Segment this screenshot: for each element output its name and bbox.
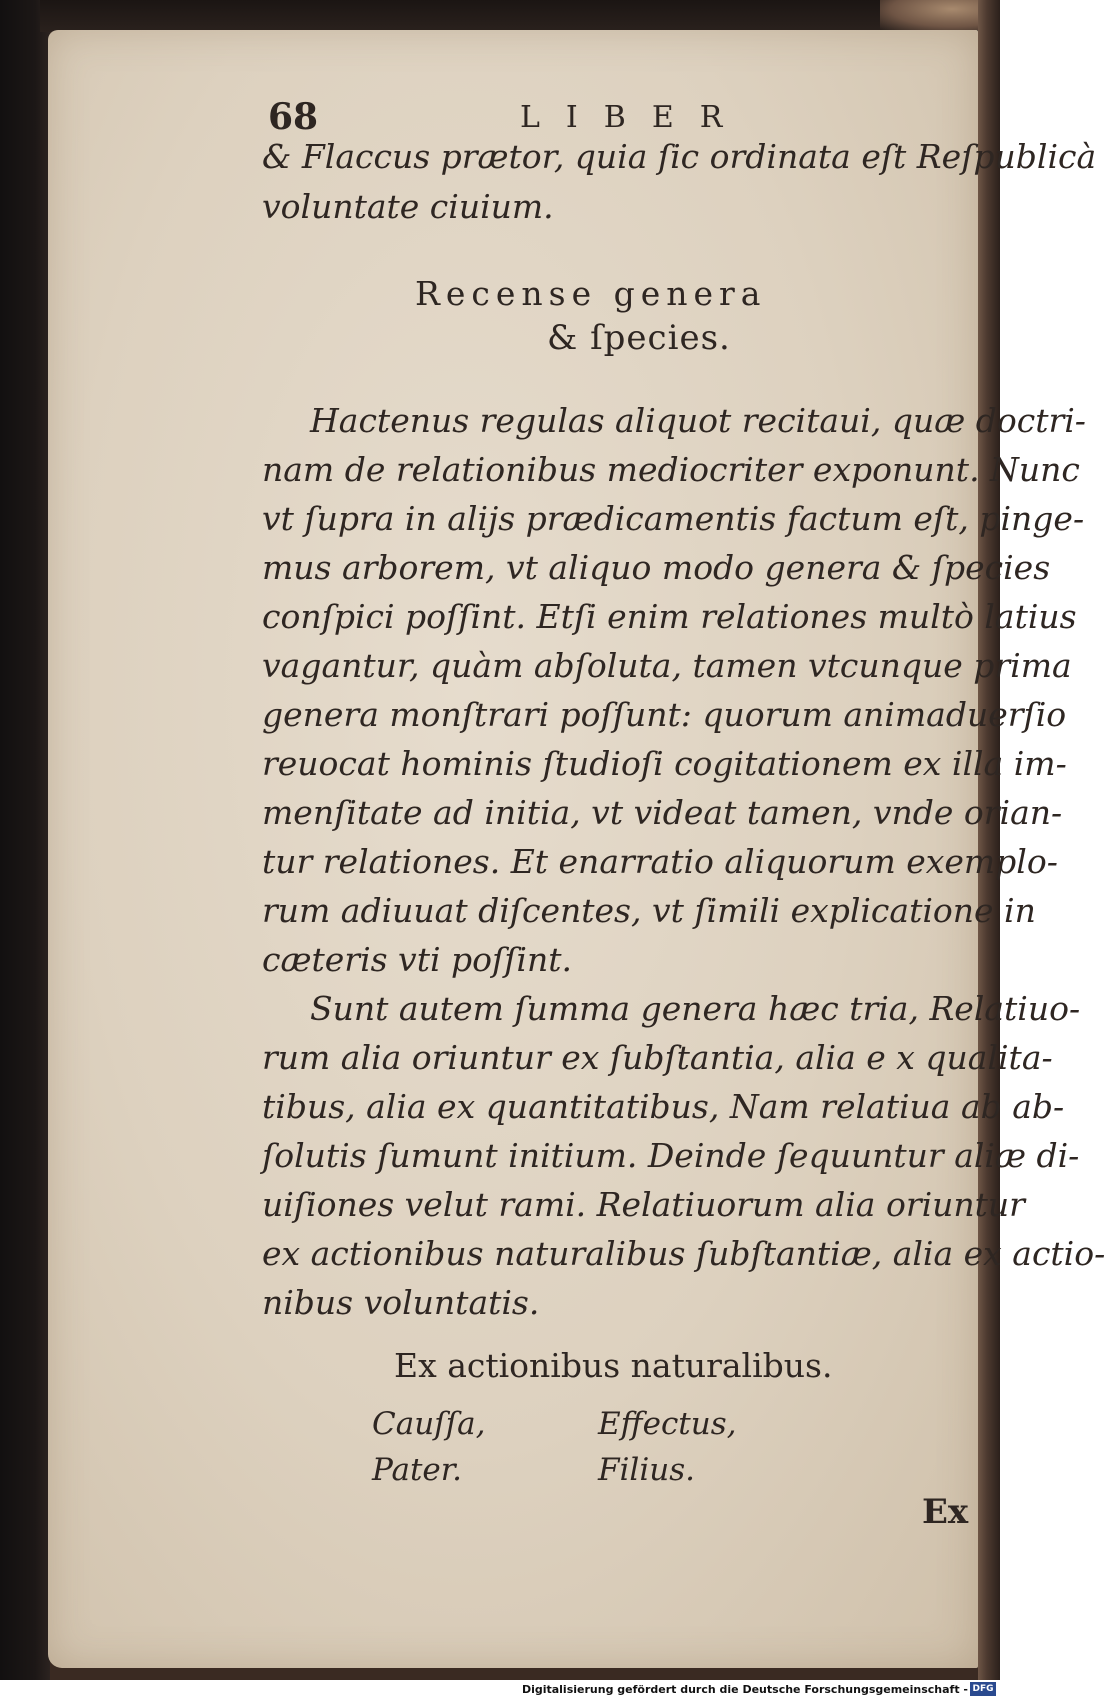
pair-right: Effectus, xyxy=(598,1406,737,1442)
pair-right: Filius. xyxy=(598,1452,695,1488)
text-line: vagantur, quàm abſoluta, tamen vtcunque prima xyxy=(262,646,1072,685)
text-line: & Flaccus prætor, quia ſic ordinata eſt Reſpublicà xyxy=(262,137,1097,176)
text-line: rum alia oriuntur ex ſubſtantia, alia e x qualita- xyxy=(262,1038,1053,1077)
dfg-logo: DFG xyxy=(970,1682,996,1696)
pair-left: Pater. xyxy=(372,1452,463,1488)
text-line: nam de relationibus mediocriter exponunt. Nunc xyxy=(262,450,1080,489)
text-line: rum adiuuat diſcentes, vt ſimili explicatione in xyxy=(262,891,1036,930)
text-line: ex actionibus naturalibus ſubſtantiæ, alia ex actio- xyxy=(262,1234,1105,1273)
book-right-edge xyxy=(978,0,1000,1680)
catch-word: Ex xyxy=(922,1492,969,1532)
text-line: Hactenus regulas aliquot recitaui, quæ doctri- xyxy=(310,401,1086,440)
pair-left: Cauſſa, xyxy=(372,1406,486,1442)
subheading: Ex actionibus naturalibus. xyxy=(394,1346,833,1385)
running-head: LIBER xyxy=(520,100,749,135)
text-line: ſolutis ſumunt initium. Deinde ſequuntur aliæ di- xyxy=(262,1136,1080,1175)
text-line: conſpici poſſint. Etſi enim relationes multò latius xyxy=(262,597,1077,636)
text-line: tibus, alia ex quantitatibus, Nam relatiua ab ab- xyxy=(262,1087,1065,1126)
book-gutter-shadow xyxy=(0,0,50,1680)
text-line: nibus voluntatis. xyxy=(262,1283,540,1322)
text-line: tur relationes. Et enarratio aliquorum exemplo- xyxy=(262,842,1058,881)
text-line: cæteris vti poſſint. xyxy=(262,940,572,979)
text-line: uiſiones velut rami. Relatiuorum alia oriuntur xyxy=(262,1185,1025,1224)
text-line: Sunt autem ſumma genera hæc tria, Relatiuo- xyxy=(310,989,1081,1028)
text-line: voluntate ciuium. xyxy=(262,187,554,226)
text-line: vt ſupra in alijs prædicamentis factum eſt, pinge- xyxy=(262,499,1085,538)
page-number: 68 xyxy=(268,96,319,138)
book-top-edge xyxy=(40,0,1000,32)
section-heading-line2: & ſpecies. xyxy=(547,318,731,358)
text-line: genera monſtrari poſſunt: quorum animaduerſio xyxy=(262,695,1067,734)
section-heading: Recense genera xyxy=(415,274,767,313)
text-line: menſitate ad initia, vt videat tamen, vnde orian- xyxy=(262,793,1063,832)
text-line: reuocat hominis ſtudioſi cogitationem ex illa im- xyxy=(262,744,1067,783)
text-line: mus arborem, vt aliquo modo genera & ſpecies xyxy=(262,548,1051,587)
footer-credit: Digitalisierung gefördert durch die Deutsche Forschungsgemeinschaft - xyxy=(521,1683,968,1696)
